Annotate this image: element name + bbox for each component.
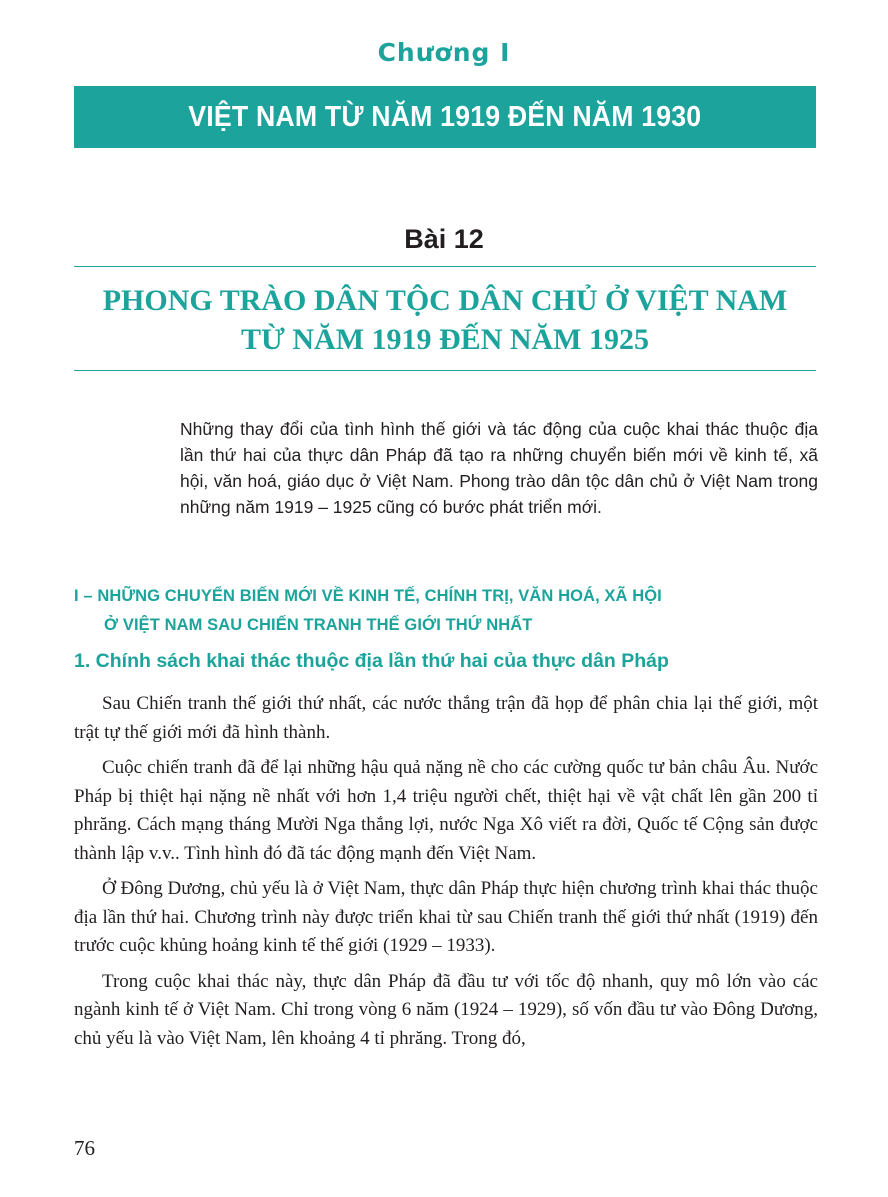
chapter-title-band xyxy=(74,86,816,148)
intro-paragraph: Những thay đổi của tình hình thế giới và tác động của cuộc khai thác thuộc địa lần thứ hai của thực dân Pháp đã tạo ra những chuyển biến mới về kinh tế, xã hội, văn hoá, giáo dục ở Việt Nam. Phong trào dân tộc dân chủ ở Việt Nam trong những năm 1919 – 1925 cũng có bước phát triển mới. xyxy=(180,419,818,517)
lesson-number: Bài 12 xyxy=(404,224,484,254)
body-paragraph: Ở Đông Dương, chủ yếu là ở Việt Nam, thực dân Pháp thực hiện chương trình khai thác thuộc địa lần thứ hai. Chương trình này được triển khai từ sau Chiến tranh thế giới thứ nhất (1919) đến trước cuộc khủng hoảng kinh tế thế giới (1929 – 1933). xyxy=(74,878,818,956)
subsection-heading: 1. Chính sách khai thác thuộc địa lần thứ hai của thực dân Pháp xyxy=(74,650,669,672)
chapter-label: Chương I xyxy=(377,38,511,67)
section-heading-line-1: I – NHỮNG CHUYỂN BIẾN MỚI VỀ KINH TẾ, CHÍNH TRỊ, VĂN HOÁ, XÃ HỘI xyxy=(74,587,662,605)
body-paragraph: Trong cuộc khai thác này, thực dân Pháp đã đầu tư với tốc độ nhanh, quy mô lớn vào các ngành kinh tế ở Việt Nam. Chỉ trong vòng 6 năm (1924 – 1929), số vốn đầu tư vào Đông Dương, chủ yếu là vào Việt Nam, lên khoảng 4 tỉ phrăng. Trong đó, xyxy=(74,970,818,1049)
section-heading xyxy=(74,582,818,640)
lesson-title-line-2: TỪ NĂM 1919 ĐẾN NĂM 1925 xyxy=(240,323,650,356)
lesson-title-line-1: PHONG TRÀO DÂN TỘC DÂN CHỦ Ở VIỆT NAM xyxy=(102,284,788,317)
title-top-rule xyxy=(74,266,816,267)
section-heading-line-2: Ở VIỆT NAM SAU CHIẾN TRANH THẾ GIỚI THỨ NHẤT xyxy=(104,616,533,634)
lesson-title xyxy=(74,281,816,359)
chapter-title: VIỆT NAM TỪ NĂM 1919 ĐẾN NĂM 1930 xyxy=(188,100,702,133)
page-number: 76 xyxy=(74,1136,95,1160)
body-text xyxy=(74,690,818,1060)
title-bottom-rule xyxy=(74,370,816,371)
body-paragraph: Cuộc chiến tranh đã để lại những hậu quả nặng nề cho các cường quốc tư bản châu Âu. Nước Pháp bị thiệt hại nặng nề nhất với hơn 1,4 triệu người chết, thiệt hại về vật chất lên gần 200 tỉ phrăng. Cách mạng tháng Mười Nga thắng lợi, nước Nga Xô viết ra đời, Quốc tế Cộng sản được thành lập v.v.. Tình hình đó đã tác động mạnh đến Việt Nam. xyxy=(74,757,818,864)
body-paragraph: Sau Chiến tranh thế giới thứ nhất, các nước thắng trận đã họp để phân chia lại thế giới, một trật tự thế giới mới đã hình thành. xyxy=(74,693,818,743)
